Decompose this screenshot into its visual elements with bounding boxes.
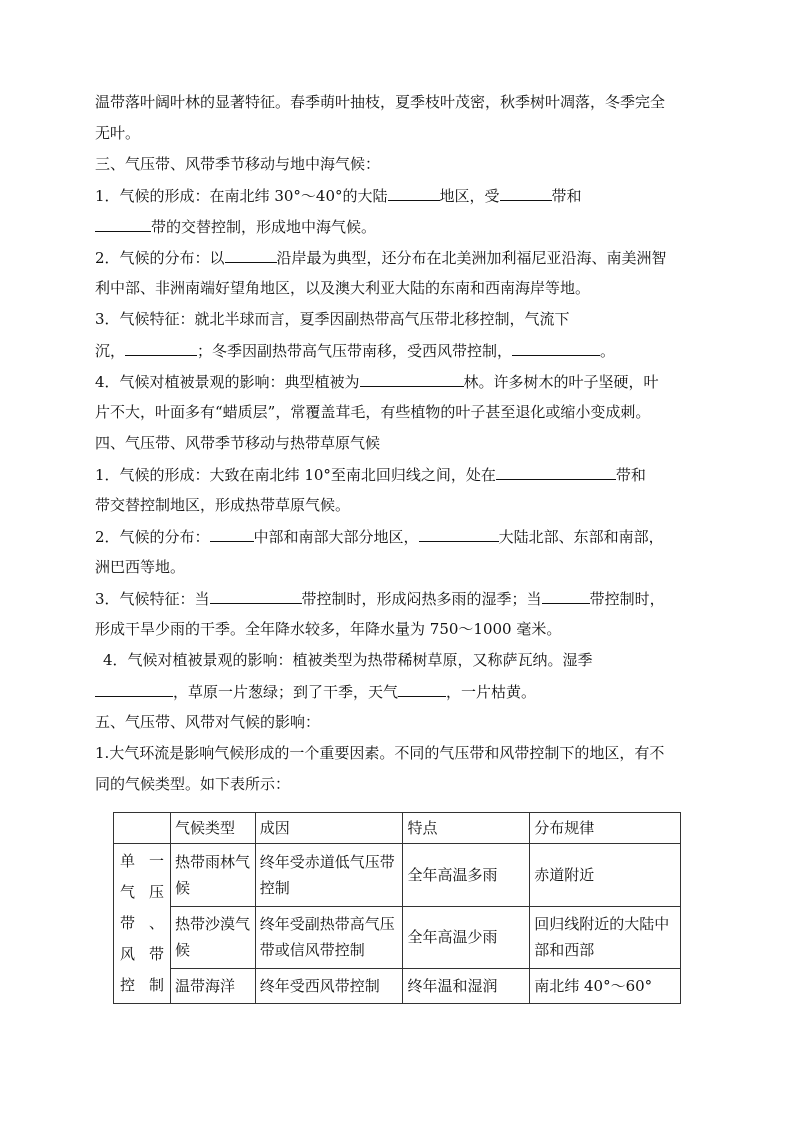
table-cell-type: 温带海洋 [170, 969, 255, 1004]
fill-blank [225, 247, 277, 263]
text-line: 4．气候对植被景观的影响：典型植被为 林。许多树木的叶子坚硬，叶 [95, 373, 659, 391]
climate-table [113, 812, 681, 1004]
section-heading-3: 三、气压带、风带季节移动与地中海气候： [95, 155, 381, 173]
fill-blank [95, 681, 173, 697]
table-row [114, 969, 681, 1004]
table-cell-cause: 终年受西风带控制 [255, 969, 403, 1004]
text-line: 4．气候对植被景观的影响：植被类型为热带稀树草原，又称萨瓦纳。湿季 [103, 651, 593, 669]
text-line: 1．气候的形成：大致在南北纬 10°至南北回归线之间，处在 带和 [95, 466, 646, 484]
fill-blank [360, 371, 464, 387]
table-header-row [114, 813, 681, 844]
fill-blank [500, 185, 552, 201]
table-cell-type: 热带沙漠气候 [170, 906, 255, 969]
text-line: 2．气候的分布：以 沿岸最为典型，还分布在北美洲加利福尼亚沿海、南美洲智 [95, 249, 667, 267]
fill-blank [95, 216, 151, 232]
text-line: 带的交替控制，形成地中海气候。 [95, 216, 376, 237]
fill-blank [496, 464, 616, 480]
table-cell-distribution: 南北纬 40°～60° [530, 969, 681, 1004]
text-line: 3．气候特征：当 带控制时，形成闷热多雨的湿季；当 带控制时， [95, 590, 665, 608]
text-line: 3．气候特征：就北半球而言，夏季因副热带高气压带北移控制，气流下 [95, 310, 570, 328]
text-line: 形成干旱少雨的干季。全年降水较多，年降水量为 750～1000 毫米。 [95, 620, 562, 638]
table-header-cell: 分布规律 [530, 813, 681, 844]
table-row [114, 906, 681, 969]
fill-blank [210, 588, 302, 604]
text-line: 1.大气环流是影响气候形成的一个重要因素。不同的气压带和风带控制下的地区，有不 [95, 744, 665, 762]
table-row [114, 844, 681, 907]
fill-blank [512, 340, 600, 356]
fill-blank [419, 526, 499, 542]
table-cell-feature: 全年高温多雨 [403, 844, 530, 907]
table-header-cell: 成因 [255, 813, 403, 844]
text-line: 洲巴西等地。 [95, 558, 186, 576]
text-line: 利中部、非洲南端好望角地区，以及澳大利亚大陆的东南和西南海岸等地。 [95, 279, 591, 297]
fill-blank [210, 526, 254, 542]
table-header-cell: 气候类型 [170, 813, 255, 844]
text-line: 温带落叶阔叶林的显著特征。春季萌叶抽枝，夏季枝叶茂密，秋季树叶凋落，冬季完全 [95, 93, 666, 111]
text-line: ，草原一片葱绿；到了干季，天气 ，一片枯黄。 [95, 681, 536, 702]
table-cell-feature: 全年高温少雨 [403, 906, 530, 969]
table-cell-distribution: 赤道附近 [530, 844, 681, 907]
text-line: 同的气候类型。如下表所示： [95, 775, 291, 793]
table-cell-cause: 终年受副热带高气压带或信风带控制 [255, 906, 403, 969]
text-line: 带交替控制地区，形成热带草原气候。 [95, 496, 351, 514]
table-header-cell: 特点 [403, 813, 530, 844]
group-label-cell: 单一气压带、风带控制 [114, 844, 171, 1004]
table-cell-feature: 终年温和湿润 [403, 969, 530, 1004]
section-heading-4: 四、气压带、风带季节移动与热带草原气候 [95, 434, 381, 452]
section-heading-5: 五、气压带、风带对气候的影响： [95, 713, 321, 731]
table-header-cell [114, 813, 171, 844]
text-line: 2．气候的分布： 中部和南部大部分地区， 大陆北部、东部和南部， [95, 528, 664, 546]
table-cell-distribution: 回归线附近的大陆中部和西部 [530, 906, 681, 969]
fill-blank [388, 185, 440, 201]
table-cell-cause: 终年受赤道低气压带控制 [255, 844, 403, 907]
fill-blank [542, 588, 590, 604]
text-line: 1．气候的形成：在南北纬 30°～40°的大陆 地区，受 带和 [95, 187, 582, 205]
text-line: 沉， ；冬季因副热带高气压带南移，受西风带控制， 。 [95, 342, 616, 360]
table-cell-type: 热带雨林气候 [170, 844, 255, 907]
fill-blank [398, 681, 446, 697]
fill-blank [125, 340, 197, 356]
text-line: 片不大，叶面多有“蜡质层”，常覆盖茸毛，有些植物的叶子甚至退化或缩小变成刺。 [95, 403, 651, 421]
text-line: 无叶。 [95, 124, 141, 142]
